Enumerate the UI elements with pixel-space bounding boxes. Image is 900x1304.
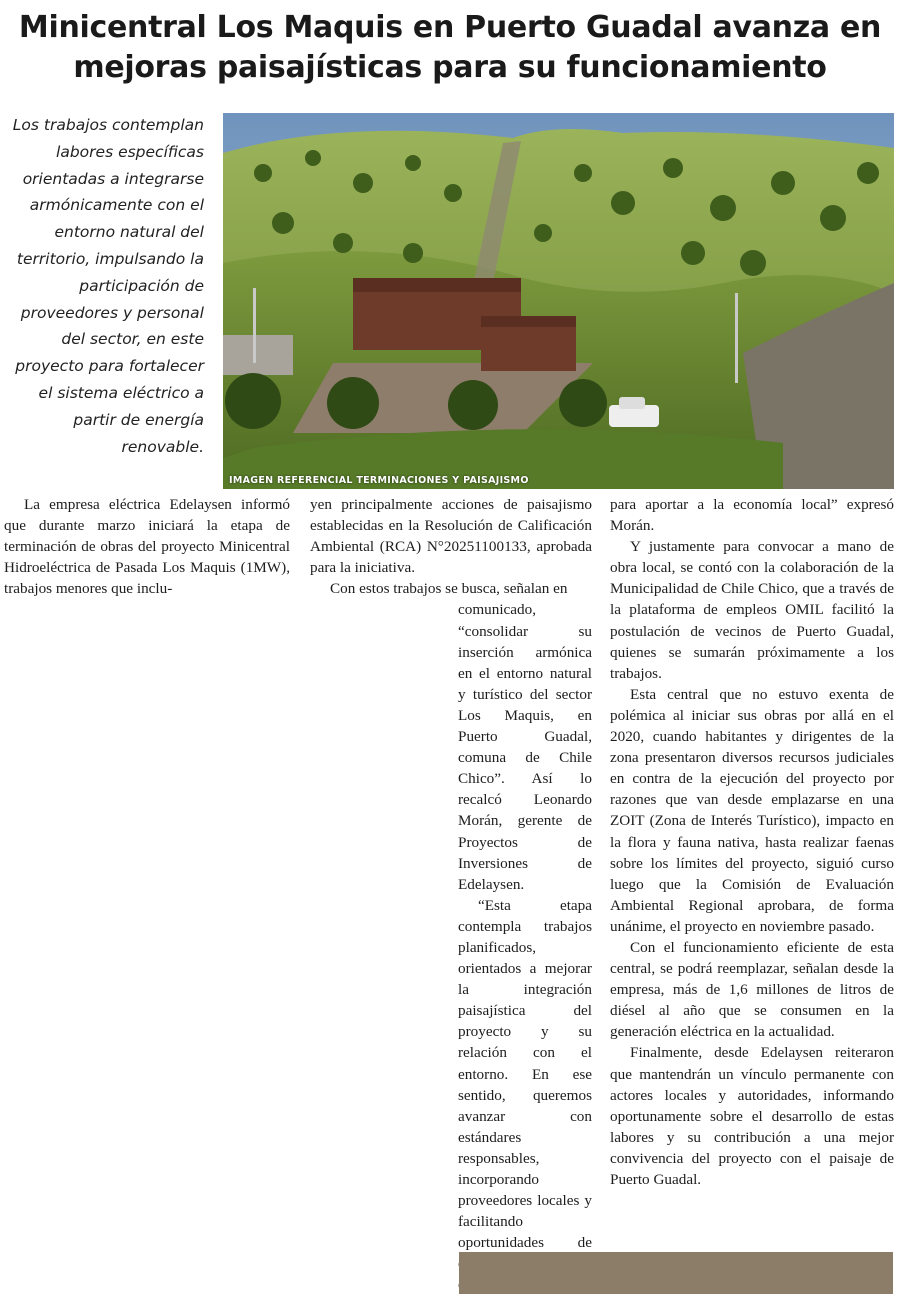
body-paragraph: “Esta etapa contempla trabajos planificados, orientados a mejorar la integración paisajística del proyecto y su relación con el entorno. En ese sentido, queremos avanzar con estándares responsables, incorporando proveedores locales y facilitando oportunidades de [458,896,592,1252]
body-paragraph: Esta central que no estuvo exenta de polémica al iniciar sus obras por allá en el 2020, cuando habitantes y dirigentes de la zona presentaron diversos recursos judiciales en contra de la ejecución del proyecto por razones que van desde emplazarse en una ZOIT (Zona de Interés Turístico), impacto en la flora y fauna nativa, hasta realizar faenas sobre los límites del proyecto, siguió curso luego que la Comisión de Evaluación Ambiental Regional aprobara, de forma unánime, el proyecto en noviembre pasado. [610,685,894,935]
headline: Minicentral Los Maquis en Puerto Guadal avanza en mejoras paisajísticas para su funcionamiento [18,10,882,85]
body-paragraph: para aportar a la economía local” expresó Morán. [610,496,894,535]
article-column-1 [4,494,290,599]
body-paragraph: comunicado, “consolidar su inserción armónica en el entorno natural y turístico del sector Los Maquis, en Puerto Guadal, comuna de Chile Chico”. Así lo recalcó Leonardo Morán, gerente de Proyectos de Inversiones de Edelaysen. [458,601,592,893]
article-photo [223,113,894,489]
body-paragraph: La empresa eléctrica Edelaysen informó que durante marzo iniciará la etapa de terminación de obras del proyecto Minicentral Hidroeléctrica de Pasada Los Maquis (1MW), trabajos menores que inclu- [4,496,290,598]
footer-bar [459,1252,893,1294]
body-paragraph: yen principalmente acciones de paisajismo establecidas en la Resolución de Calificación Ambiental (RCA) N°20251100133, aprobada para la iniciativa. [310,496,592,577]
body-paragraph: Con el funcionamiento eficiente de esta central, se podrá reemplazar, señalan desde la empresa, más de 1,6 millones de litros de diésel al año que se consumen en la generación eléctrica en la actualidad. [610,938,894,1041]
landscape-illustration [223,113,894,489]
photo-caption: IMAGEN REFERENCIAL TERMINACIONES Y PAISAJISMO [229,475,529,486]
lead-paragraph: Los trabajos contemplan labores específicas orientadas a integrarse armónicamente con el entorno natural del territorio, impulsando la participación de proveedores y personal del sector, en este proyecto para fortalecer el sistema eléctrico a partir de energía renovable. [12,116,204,456]
body-paragraph: Con estos trabajos se busca, señalan en [330,580,568,598]
body-paragraph: Y justamente para convocar a mano de obra local, se contó con la colaboración de la Municipalidad de Chile Chico, que a través de la plataforma de empleos OMIL facilitó la postulación de vecinos de Puerto Guadal, quienes se sumarán próximamente a los trabajos. [610,538,894,682]
article-column-2 [310,494,592,1296]
body-paragraph: Finalmente, desde Edelaysen reiteraron que mantendrán un vínculo permanente con actores locales y autoridades, informando oportunamente sobre el desarrollo de estas labores y su contribución a una mejor convivencia del proyecto con el paisaje de Puerto Guadal. [610,1044,894,1188]
wrapped-text-block [458,599,592,1295]
article-column-3 [610,494,894,1190]
